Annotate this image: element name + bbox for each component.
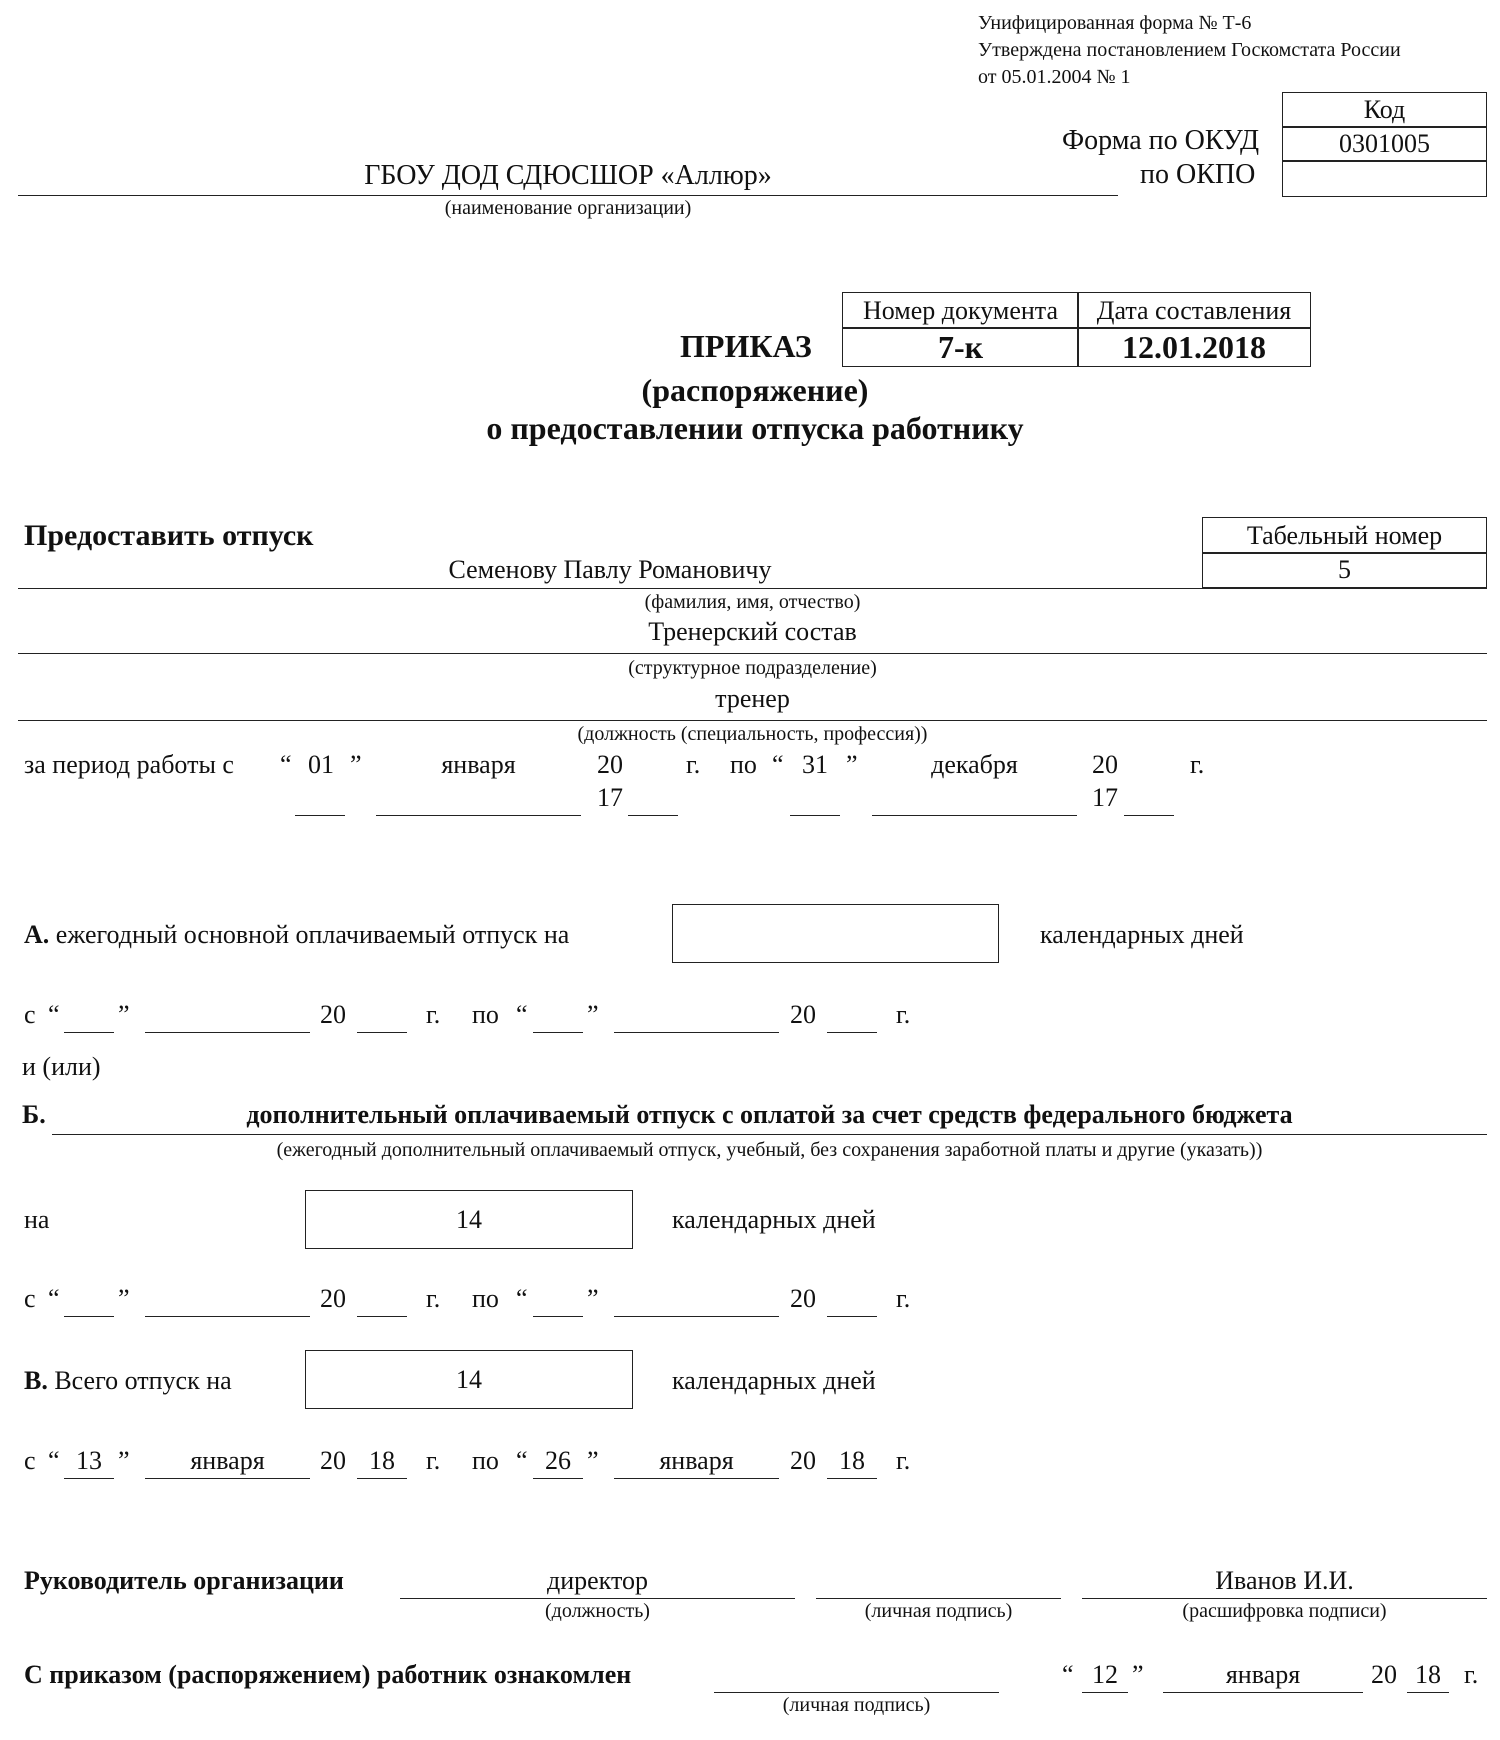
head-position[interactable]: директор [400,1566,795,1599]
wp-to-label: по [730,750,757,779]
okpo-label: по ОКПО [1140,159,1256,190]
head-name[interactable]: Иванов И.И. [1082,1566,1487,1599]
v-from-month[interactable]: января [145,1446,310,1479]
wp-to-year-line [1124,815,1174,816]
wp-g2: г. [1190,750,1205,779]
wp-from-day-line [295,815,345,816]
wp-g1: г. [686,750,701,779]
doc-subtitle: (распоряжение) [641,372,869,408]
v-from-day[interactable]: 13 [64,1446,114,1479]
ack-signature-caption: (личная подпись) [782,1694,931,1716]
section-b-days-box[interactable]: 14 [305,1190,633,1249]
ack-quote-open: “ [1062,1660,1074,1689]
section-v-letter: В. [24,1366,48,1395]
ack-day[interactable]: 12 [1082,1660,1128,1693]
section-b-letter: Б. [22,1100,46,1129]
approval-line: Утверждена постановлением Госкомстата России [978,39,1401,61]
a-from-quote-close: ” [118,1000,130,1029]
wp-to-year-suffix: 17 [1092,783,1118,812]
position: тренер [715,684,790,713]
head-signature-caption: (личная подпись) [864,1600,1013,1622]
wp-from-year-suffix: 17 [597,783,623,812]
v-to-year[interactable]: 18 [827,1446,877,1479]
section-v-days-label: календарных дней [672,1366,876,1395]
section-b-caption: (ежегодный дополнительный оплачиваемый отпуск, учебный, без сохранения заработной платы и другие (указать)) [276,1139,1263,1161]
head-label: Руководитель организации [24,1566,344,1595]
employee-name: Семенову Павлу Романовичу [448,555,772,584]
v-to-year20: 20 [790,1446,816,1475]
section-v-days-box[interactable]: 14 [305,1350,633,1409]
v-to-day[interactable]: 26 [533,1446,583,1479]
okud-value: 0301005 [1282,126,1487,162]
b-g1: г. [426,1284,441,1313]
a-from-day[interactable] [64,1000,114,1033]
tab-number: 5 [1202,552,1487,588]
wp-to-day: 31 [802,750,828,779]
a-g1: г. [426,1000,441,1029]
okud-label: Форма по ОКУД [1062,125,1260,156]
okpo-value [1282,160,1487,197]
a-to-quote-close: ” [587,1000,599,1029]
head-signature[interactable] [816,1566,1061,1599]
b-g2: г. [896,1284,911,1313]
doc-number: 7-к [842,327,1079,367]
b-to-year[interactable] [827,1284,877,1317]
v-from-quote-open: “ [48,1446,60,1475]
wp-from-month: января [441,750,516,779]
b-from-prefix: с [24,1284,36,1313]
kod-header: Код [1282,92,1487,128]
department-caption: (структурное подразделение) [628,657,877,679]
section-a-letter: А. [24,920,50,949]
b-from-quote-close: ” [118,1284,130,1313]
wp-to-quote-open: “ [772,750,784,779]
b-to-quote-close: ” [587,1284,599,1313]
a-to-year20: 20 [790,1000,816,1029]
head-name-caption: (расшифровка подписи) [1182,1600,1387,1622]
section-b-days-label: календарных дней [672,1205,876,1234]
a-to-month[interactable] [614,1000,779,1033]
wp-from-year-prefix: 20 [597,750,623,779]
name-caption: (фамилия, имя, отчество) [644,591,861,613]
b-from-year[interactable] [357,1284,407,1317]
a-to-day[interactable] [533,1000,583,1033]
v-to-quote-open: “ [516,1446,528,1475]
section-b-line [52,1134,1487,1135]
ack-label: С приказом (распоряжением) работник ознакомлен [24,1660,632,1689]
a-to-quote-open: “ [516,1000,528,1029]
v-from-prefix: с [24,1446,36,1475]
section-v-label [24,1366,232,1396]
tab-number-header: Табельный номер [1202,517,1487,554]
work-period-label: за период работы с [24,750,234,779]
ack-g: г. [1464,1660,1479,1689]
section-a-days-label: календарных дней [1040,920,1244,949]
wp-to-quote-close: ” [846,750,858,779]
doc-number-header: Номер документа [842,292,1079,329]
doc-date: 12.01.2018 [1077,327,1311,367]
a-from-prefix: с [24,1000,36,1029]
v-from-year20: 20 [320,1446,346,1475]
wp-from-quote-open: “ [280,750,292,779]
wp-from-day: 01 [308,750,334,779]
department: Тренерский состав [648,617,857,646]
ack-signature[interactable] [714,1660,999,1693]
b-to-quote-open: “ [516,1284,528,1313]
wp-to-day-line [790,815,840,816]
wp-from-quote-close: ” [350,750,362,779]
v-to-label: по [472,1446,499,1475]
v-from-quote-close: ” [118,1446,130,1475]
v-g1: г. [426,1446,441,1475]
a-from-quote-open: “ [48,1000,60,1029]
and-or: и (или) [22,1052,101,1081]
wp-to-month: декабря [931,750,1018,779]
department-line [18,653,1487,654]
wp-from-year-line [628,815,678,816]
grant-label: Предоставить отпуск [24,519,314,552]
v-to-quote-close: ” [587,1446,599,1475]
name-line [18,588,1487,589]
section-a-text: ежегодный основной оплачиваемый отпуск на [55,920,570,949]
ack-month[interactable]: января [1163,1660,1363,1693]
a-to-year[interactable] [827,1000,877,1033]
position-caption: (должность (специальность, профессия)) [577,723,928,745]
b-to-label: по [472,1284,499,1313]
organization-caption: (наименование организации) [444,197,692,219]
ack-year[interactable]: 18 [1407,1660,1449,1693]
organization-name: ГБОУ ДОД СДЮСШОР «Аллюр» [364,160,772,191]
b-from-month[interactable] [145,1284,310,1317]
b-to-year20: 20 [790,1284,816,1313]
b-to-day[interactable] [533,1284,583,1317]
b-from-quote-open: “ [48,1284,60,1313]
ack-year20: 20 [1371,1660,1397,1689]
section-v-text: Всего отпуск на [54,1366,232,1395]
a-from-year[interactable] [357,1000,407,1033]
b-na-label: на [24,1205,50,1234]
wp-from-month-line [376,815,581,816]
a-to-label: по [472,1000,499,1029]
approval-date-line: от 05.01.2004 № 1 [978,66,1131,88]
wp-to-year-prefix: 20 [1092,750,1118,779]
a-from-month[interactable] [145,1000,310,1033]
doc-subject: о предоставлении отпуска работнику [486,410,1024,446]
b-from-year20: 20 [320,1284,346,1313]
b-to-month[interactable] [614,1284,779,1317]
section-a-days-box[interactable] [672,904,999,963]
head-position-caption: (должность) [545,1600,650,1622]
b-from-day[interactable] [64,1284,114,1317]
v-g2: г. [896,1446,911,1475]
v-from-year[interactable]: 18 [357,1446,407,1479]
section-a-label [24,920,569,950]
wp-to-month-line [872,815,1077,816]
form-number-line: Унифицированная форма № Т-6 [978,12,1252,34]
position-line [18,720,1487,721]
a-from-year20: 20 [320,1000,346,1029]
ack-quote-close: ” [1132,1660,1144,1689]
a-g2: г. [896,1000,911,1029]
organization-line [18,195,1118,196]
section-b-text: дополнительный оплачиваемый отпуск с оплатой за счет средств федерального бюджета [246,1100,1293,1129]
doc-date-header: Дата составления [1077,292,1311,329]
doc-title: ПРИКАЗ [680,328,812,364]
v-to-month[interactable]: января [614,1446,779,1479]
